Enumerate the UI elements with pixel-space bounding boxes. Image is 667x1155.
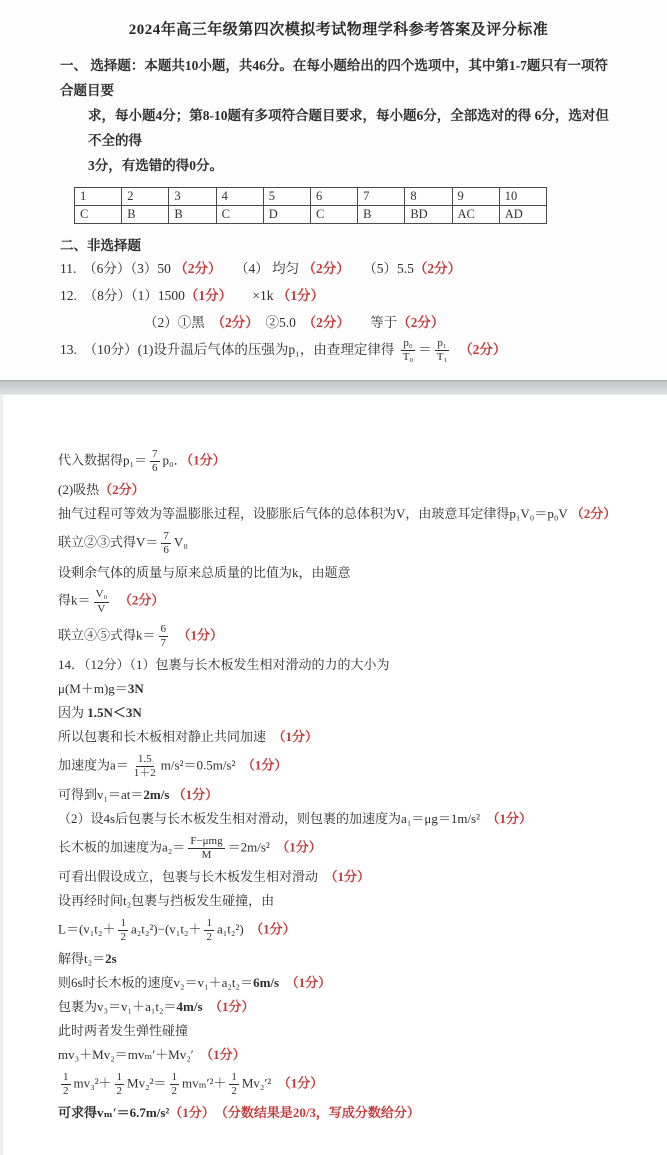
solution-line: 所以包裹和长木板相对静止共同加速 （1分） <box>58 728 319 744</box>
page-1 <box>0 0 667 380</box>
choice-intro-line-3: 3分，有选错的得0分。 <box>88 158 223 173</box>
answer-table-cell: AC <box>452 206 499 224</box>
answer-table-cell: 9 <box>452 188 499 206</box>
solution-line: 因为 1.5N＜3N <box>58 704 142 720</box>
choice-intro-line-2: 求，每小题4分；第8-10题有多项符合题目要求，每小题6分，全部选对的得 6分，选对但不全的得 <box>88 108 609 148</box>
solution-line: 得k＝ $\frac{\text{V₀}}{V}$ （2分） <box>58 588 165 615</box>
solution-line: 可看出假设成立，包裹与长木板发生相对滑动 （1分） <box>58 869 371 885</box>
inline-fraction: $\frac{1}{2}$ <box>171 1070 178 1098</box>
inline-fraction: $\frac{\text{p₁}}{\text{T₁}}$ <box>436 337 448 364</box>
answer-table-cell: 8 <box>405 188 452 206</box>
answer-table-cell: 10 <box>499 188 546 206</box>
solution-line: 解得t₂＝2s <box>58 951 117 967</box>
page-2 <box>0 395 667 1155</box>
answer-table-cell: 6 <box>310 188 357 206</box>
solution-line: 长木板的加速度为a₂＝ $\frac{\text{F−μmg}}{M}$ ＝2m/s² （1分） <box>58 834 322 862</box>
answer-table-cell: B <box>122 206 169 224</box>
solution-line: μ(M＋m)g＝3N <box>58 681 144 697</box>
choice-section-intro <box>60 53 617 178</box>
choice-intro-line-1: 一、 选择题：本题共10小题，共46分。在每小题给出的四个选项中，其中第1-7题只有一项符合题目要 <box>60 58 608 98</box>
inline-fraction: $\frac{\text{F−μmg}}{M}$ <box>190 834 223 862</box>
answer-table-cell: C <box>75 206 122 224</box>
answer-table-cell: 2 <box>122 188 169 206</box>
inline-fraction: $\frac{1}{2}$ <box>116 1070 123 1098</box>
answer-item-13: 13. （10分）(1)设升温后气体的压强为p₁，由查理定律得 $\frac{\text{p₀}}{\text{T₀}}$ ＝ $\frac{\text{p₁}}{\text{T₁}}$ （2分） <box>60 337 507 364</box>
inline-fraction: $\frac{6}{7}$ <box>160 622 167 649</box>
inline-fraction: $\frac{\text{p₀}}{\text{T₀}}$ <box>402 337 414 364</box>
solution-line: 14．（12分）（1）包裹与长木板发生相对滑动的力的大小为 <box>58 657 390 673</box>
answer-table-answers-row <box>75 206 547 224</box>
solution-line: L＝(v₁t₂＋ $\frac{1}{2}$ a₂t₂²)−(v₁t₂＋ $\frac{1}{2}$ a₁t₂²) （1分） <box>58 917 296 944</box>
answer-item-12-line-1: 12. （8分）（1）1500（1分） ×1k （1分） <box>60 288 325 303</box>
answer-table-cell: B <box>169 206 216 224</box>
answer-table-cell: AD <box>499 206 546 224</box>
inline-fraction: $\frac{\text{V₀}}{V}$ <box>95 588 108 615</box>
solution-line: 可求得vₘ′＝6.7m/s²（1分） （分数结果是20/3，写成分数给分） <box>58 1105 420 1121</box>
solution-line: 设剩余气体的质量与原来总质量的比值为k，由题意 <box>58 564 351 580</box>
solution-line: 则6s时长木板的速度v₂＝v₁＋a₂t₂＝6m/s （1分） <box>58 975 332 991</box>
answer-table-cell: BD <box>405 206 452 224</box>
answer-table-header-row <box>75 188 547 206</box>
page-separator <box>0 380 667 395</box>
solution-line: 抽气过程可等效为等温膨胀过程，设膨胀后气体的总体积为V，由玻意耳定律得p₁V₀＝p₀V （2分） <box>58 506 617 522</box>
answer-table-cell: C <box>310 206 357 224</box>
inline-fraction: $\frac{1}{2}$ <box>120 917 126 944</box>
answer-table-cell: D <box>263 206 310 224</box>
solution-line: 代入数据得p₁＝ $\frac{7}{6}$ p₀．（1分） <box>58 448 226 475</box>
document-title: 2024年高三年级第四次模拟考试物理学科参考答案及评分标准 <box>128 22 549 38</box>
solution-line: 包裹为v₃＝v₁＋a₁t₂＝4m/s （1分） <box>58 999 255 1015</box>
answer-table-cell: C <box>216 206 263 224</box>
solution-line: $\frac{1}{2}$ mv₃²＋ $\frac{1}{2}$ Mv₂²＝ $\frac{1}{2}$ mvₘ′²＋ $\frac{1}{2}$ Mv₂′² （1分） <box>63 1070 324 1098</box>
answer-table-cell: 3 <box>169 188 216 206</box>
inline-fraction: $\frac{7}{6}$ <box>163 530 169 557</box>
solution-line: (2)吸热（2分） <box>58 482 145 498</box>
answer-table-cell: 5 <box>263 188 310 206</box>
solution-line: 联立④⑤式得k＝ $\frac{6}{7}$ （1分） <box>58 622 224 649</box>
inline-fraction: $\frac{1}{2}$ <box>63 1070 69 1098</box>
solution-line: （2）设4s后包裹与长木板发生相对滑动，则包裹的加速度为a₁＝μg＝1m/s² （1分） <box>58 811 533 826</box>
non-choice-section-heading: 二、非选择题 <box>60 238 141 253</box>
solution-line: 加速度为a＝ $\frac{1.5}{1+2}$ m/s²＝0.5m/s² （1分） <box>58 752 288 779</box>
inline-fraction: $\frac{1}{2}$ <box>206 917 212 944</box>
answer-table-cell: B <box>358 206 405 224</box>
solution-line: 联立②③式得V＝ $\frac{7}{6}$ V₀ <box>58 530 188 557</box>
answer-table-cell: 1 <box>75 188 122 206</box>
solution-line: 此时两者发生弹性碰撞 <box>58 1023 189 1039</box>
solution-line: mv₃＋Mv₂＝mvₘ′＋Mv₂′ （1分） <box>58 1046 246 1062</box>
solution-line: 可得到v₁＝at＝2m/s （1分） <box>58 787 219 803</box>
inline-fraction: $\frac{1}{2}$ <box>231 1070 237 1098</box>
solution-line: 设再经时间t₂包裹与挡板发生碰撞，由 <box>58 893 275 909</box>
answer-table <box>74 187 547 224</box>
answer-item-12-line-2: （2）①黑 （2分） ②5.0 （2分） 等于（2分） <box>144 315 445 330</box>
inline-fraction: $\frac{1.5}{1+2}$ <box>133 752 156 779</box>
answer-table-cell: 7 <box>358 188 405 206</box>
answer-table-cell: 4 <box>216 188 263 206</box>
answer-item-11: 11. （6分）（3）50 （2分） （4） 均匀 （2分） （5）5.5（2分） <box>60 261 462 276</box>
inline-fraction: $\frac{7}{6}$ <box>152 448 158 475</box>
